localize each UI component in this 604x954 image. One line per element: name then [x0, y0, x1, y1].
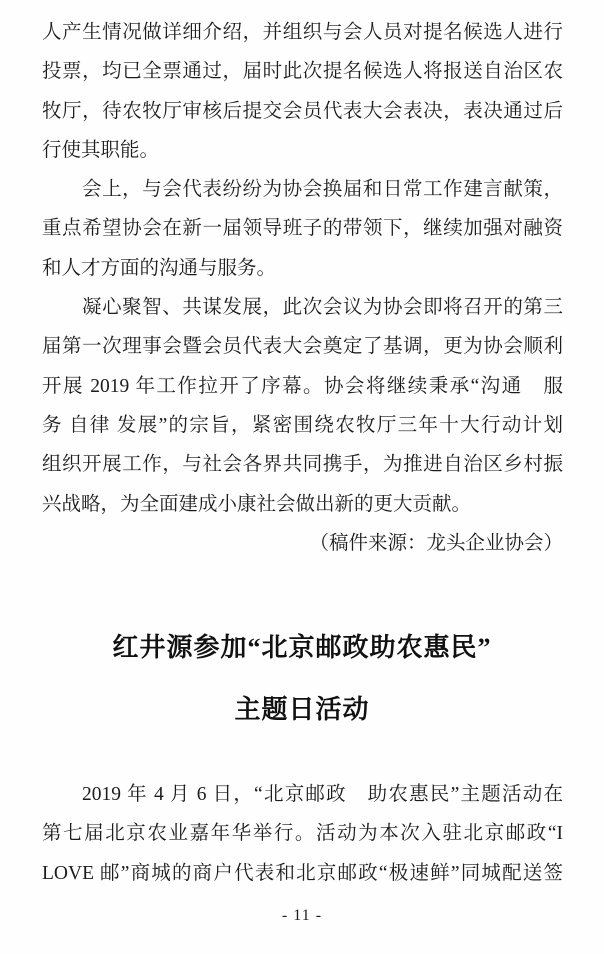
text-line: 行使其职能。 [42, 139, 160, 161]
article-2-title [0, 617, 604, 741]
text-line: 组织开展工作，与社会各界共同携手，为推进自治区乡村振 [42, 454, 563, 476]
text-line: 人产生情况做详细介绍，并组织与会人员对提名候选人进行 [42, 22, 563, 43]
text-line: 届第一次理事会暨会员代表大会奠定了基调，更为协会顺利 [42, 336, 563, 358]
article-1-continuation [42, 13, 563, 563]
article-2-title-line-2: 主题日活动 [234, 695, 370, 724]
article-2-title-line-1: 红井源参加“北京邮政助农惠民” [112, 633, 492, 662]
text-line: 牧厅，待农牧厅审核后提交会员代表大会表决，表决通过后 [42, 100, 563, 122]
article-1-lines [42, 13, 563, 524]
text-line: 会上，与会代表纷纷为协会换届和日常工作建言献策， [82, 179, 563, 201]
text-line: 第七届北京农业嘉年华举行。活动为本次入驻北京邮政“I [42, 823, 563, 845]
text-line: 投票，均已全票通过，届时此次提名候选人将报送自治区农 [42, 61, 563, 83]
text-line: 2019 年 4 月 6 日，“北京邮政 助农惠民”主题活动在 [82, 784, 563, 805]
text-line: 凝心聚智、共谋发展，此次会议为协会即将召开的第三 [82, 297, 563, 319]
text-line: 务 自律 发展”的宗旨，紧密围绕农牧厅三年十大行动计划 [42, 414, 563, 436]
article-2-lines [42, 775, 563, 893]
text-line: 兴战略，为全面建成小康社会做出新的更大贡献。 [42, 493, 472, 515]
text-line: 重点希望协会在新一届领导班子的带领下，继续加强对融资 [42, 218, 563, 240]
page-number: - 11 - [281, 907, 323, 924]
text-line: LOVE 邮”商城的商户代表和北京邮政“极速鲜”同城配送签 [42, 862, 563, 884]
article-2-body [42, 775, 563, 893]
text-line: 开展 2019 年工作拉开了序幕。协会将继续秉承“沟通 服 [42, 375, 563, 397]
text-line: 和人才方面的沟通与服务。 [42, 257, 277, 279]
source-credit: （稿件来源：龙头企业协会） [309, 532, 563, 554]
